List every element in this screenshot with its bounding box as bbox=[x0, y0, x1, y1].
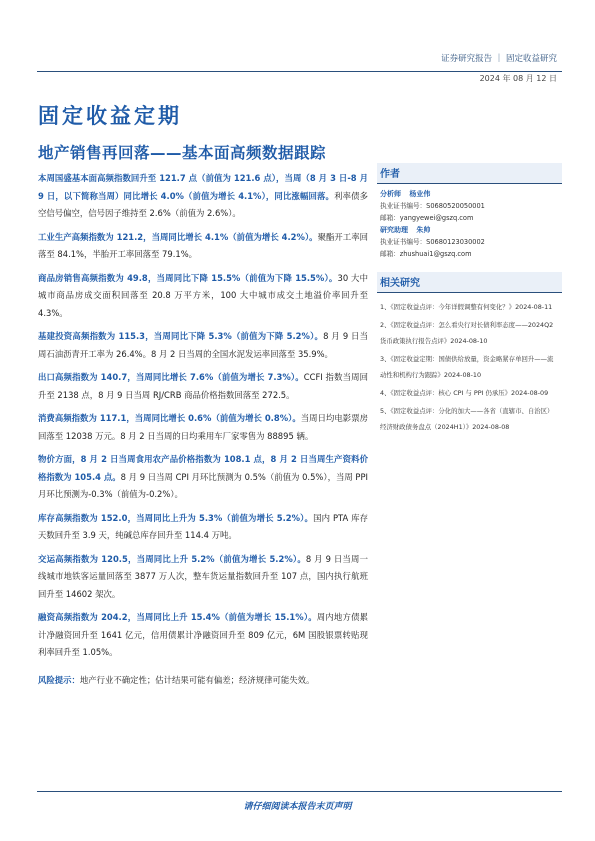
analyst-role: 分析师 bbox=[380, 190, 401, 198]
paragraph-body: 周内地方债累计净融资回升至 1641 亿元，信用债累计净融资回升至 809 亿元，6M 国股银票转贴现利率回升至 1.05%。 bbox=[38, 612, 369, 657]
related-report-link[interactable]: 1、《固定收益点评：今年详假调整有何变化？》2024-08-11 bbox=[380, 303, 553, 311]
paragraph-body: 8 月 9 日当周 CPI 月环比预测为 0.5%（前值为 0.5%），当周 PPI 月环比预测为-0.3%（前值为-0.2%）。 bbox=[38, 471, 368, 499]
paragraph-body: 聚酯开工率回落至 84.1%，半胎开工率回落至 79.1%。 bbox=[38, 231, 369, 259]
header-rule bbox=[37, 71, 562, 72]
report-category: 证券研究报告 ｜ 固定收益研究 bbox=[441, 54, 557, 64]
paragraph-lead: 融资高频指数为 204.2，当周同比上升 15.4%（前值为增长 15.1%）。 bbox=[38, 612, 317, 622]
paragraph-body: 8 月 9 日当周石油沥青开工率为 26.4%。8 月 2 日当周的全国水泥发运率回落至 35.9%。 bbox=[38, 331, 368, 359]
summary-paragraph bbox=[38, 369, 368, 404]
paragraph-body: 利率债多空信号偏空，信号因子维持至 2.6%（前值为 2.6%）。 bbox=[38, 190, 368, 218]
footer-rule bbox=[37, 791, 562, 792]
related-report-link[interactable]: 2、《固定收益点评：怎么看央行对长债利率态度——2024Q2 货币政策执行报告点评》2024-08-10 bbox=[380, 321, 554, 345]
paragraph-lead: 物价方面，8 月 2 日当周食用农产品价格指数为 108.1 点，8 月 2 日当周生产资料价格指数为 105.4 点。 bbox=[38, 454, 368, 482]
related-report-link[interactable]: 5、《固定收益点评：分化的加大——各省（直辖市、自治区）经济财政债务盘点（2024H1）》2024-08-08 bbox=[380, 407, 554, 431]
report-date: 2024 年 08 月 12 日 bbox=[479, 74, 557, 83]
summary-paragraph bbox=[38, 229, 368, 264]
related-heading: 相关研究 bbox=[377, 272, 562, 293]
related-report-link[interactable]: 4、《固定收益点评：核心 CPI 与 PPI 仍承压》2024-08-09 bbox=[380, 389, 549, 397]
paragraph-body: 地产行业不确定性；估计结果可能有偏差；经济规律可能失效。 bbox=[79, 674, 315, 685]
analyst-cert: 执业证书编号：S0680520050001 bbox=[380, 202, 485, 210]
summary-paragraph bbox=[38, 609, 368, 662]
document-title: 地产销售再回落——基本面高频数据跟踪 bbox=[38, 144, 327, 162]
summary-paragraph bbox=[38, 551, 368, 604]
paragraph-lead: 工业生产高频指数为 121.2，当周同比增长 4.1%（前值为增长 4.2%）。 bbox=[38, 231, 318, 242]
paragraph-lead: 本周国盛基本面高频指数回升至 121.7 点（前值为 121.6 点），当周（8 月 3 日-8 月 9 日，以下简称当周）同比增长 4.0%（前值为增长 4.1%），同比涨幅回落。 bbox=[38, 173, 368, 201]
paragraph-lead: 出口高频指数为 140.7，当周同比增长 7.6%（前值为增长 7.3%）。 bbox=[38, 372, 304, 382]
analyst-email[interactable]: 邮箱：yangyewei@gszq.com bbox=[380, 214, 474, 222]
paragraph-body: 30 大中城市商品房成交面积回落至 20.8 万平方米，100 大中城市成交土地溢价率回升至 4.3%。 bbox=[38, 272, 368, 318]
paragraph-lead: 消费高频指数为 117.1，当周同比增长 0.6%（前值为增长 0.8%）。 bbox=[38, 413, 301, 423]
risk-warning bbox=[38, 672, 368, 690]
summary-paragraph bbox=[38, 328, 368, 363]
paragraph-lead: 库存高频指数为 152.0，当周同比上升为 5.3%（前值为增长 5.2%）。 bbox=[38, 512, 314, 523]
summary-paragraph bbox=[38, 451, 368, 504]
summary-paragraph bbox=[38, 510, 368, 545]
paragraph-body: 8 月 9 日当周一线城市地铁客运量回落至 3877 万人次，整车货运量指数回升至 107 点，国内执行航班回升至 14602 架次。 bbox=[38, 553, 368, 599]
paragraph-body: CCFI 指数当周回升至 2138 点，8 月 9 日当周 RJ/CRB 商品价格指数回落至 272.5。 bbox=[38, 372, 369, 400]
related-research-panel bbox=[377, 272, 562, 435]
authors-heading: 作者 bbox=[377, 163, 562, 184]
paragraph-lead: 交运高频指数为 120.5，当周同比上升 5.2%（前值为增长 5.2%）。 bbox=[38, 553, 306, 564]
paragraph-lead: 基建投资高频指数为 115.3，当周同比下降 5.3%（前值为下降 5.2%）。 bbox=[38, 331, 324, 341]
analyst-name: 杨业伟 bbox=[409, 190, 431, 198]
assistant-role: 研究助理 bbox=[380, 226, 408, 234]
related-report-link[interactable]: 3、《固定收益定期：国债供给放量，资金略紧存单回升——流动性和机构行为跟踪》2024-08-10 bbox=[380, 355, 554, 379]
footer-disclaimer: 请仔细阅读本报告末页声明 bbox=[243, 802, 352, 812]
paragraph-lead: 商品房销售高频指数为 49.8，当周同比下降 15.5%（前值为下降 15.5%）。 bbox=[38, 272, 338, 283]
paragraph-body: 当周日均电影票房回落至 12038 万元。8 月 2 日当周的日均乘用车厂家零售为 88895 辆。 bbox=[38, 413, 368, 441]
summary-paragraph bbox=[38, 270, 368, 323]
assistant-name: 朱帅 bbox=[416, 226, 431, 234]
summary-paragraph bbox=[38, 410, 368, 445]
paragraph-lead: 风险提示： bbox=[38, 674, 80, 685]
authors-panel bbox=[377, 163, 562, 260]
paragraph-body: 国内 PTA 库存天数回升至 3.9 天，纯碱总库存回升至 114.4 万吨。 bbox=[38, 512, 368, 540]
assistant-cert: 执业证书编号：S0680123030002 bbox=[380, 238, 485, 246]
summary-paragraph bbox=[38, 170, 368, 223]
assistant-email[interactable]: 邮箱：zhushuai1@gszq.com bbox=[380, 250, 472, 258]
document-type: 固定收益定期 bbox=[38, 104, 182, 128]
main-content bbox=[38, 170, 368, 695]
